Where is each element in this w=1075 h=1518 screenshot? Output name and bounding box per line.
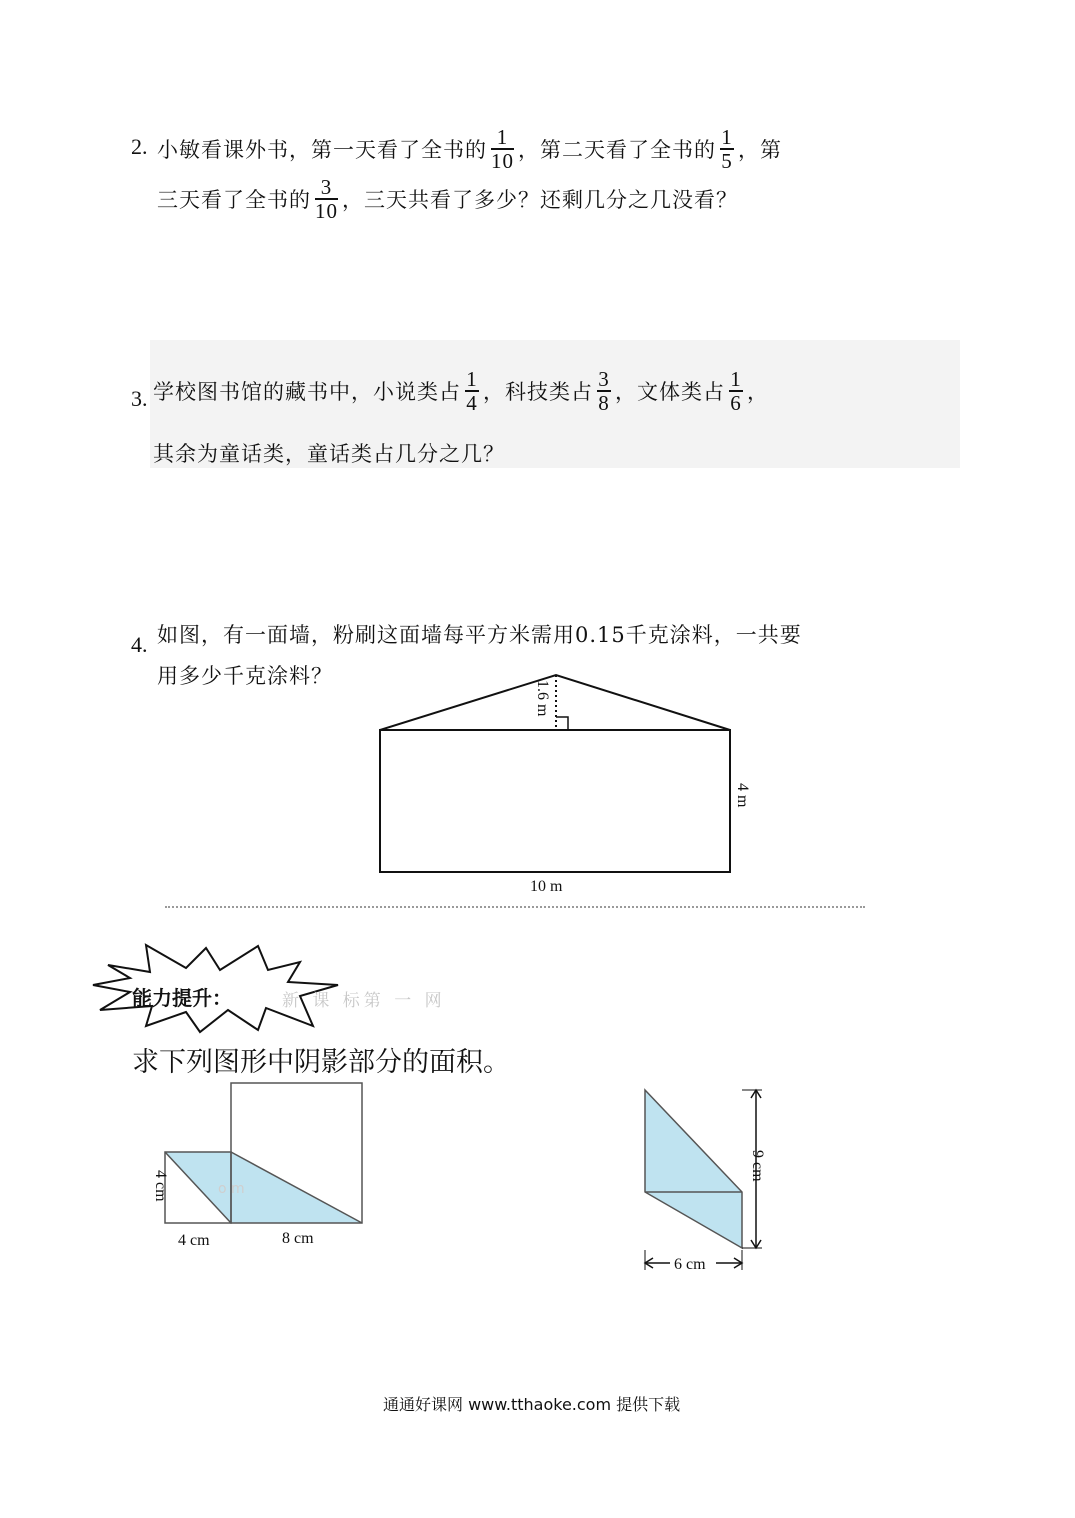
q3-frac3-den: 6 [730, 391, 742, 415]
q3-frac1-den: 4 [466, 391, 478, 415]
watermark-text: 新 课 标第 一 网 [282, 991, 446, 1011]
q2-frac3-den: 10 [315, 199, 338, 223]
q3-number: 3. [131, 386, 148, 411]
q3-text-1a: 学校图书馆的藏书中，小说类占 [153, 380, 461, 404]
q3-frac3-num: 1 [730, 367, 742, 391]
fig1-shaded-region [165, 1152, 362, 1223]
page-footer: 通通好课网 www.tthaoke.com 提供下载 [383, 1395, 681, 1414]
wall-bottom-label: 10 m [530, 878, 563, 895]
fig2-bottom-label: 6 cm [674, 1256, 706, 1273]
q3-fraction-2 [597, 368, 611, 414]
figure-1 [130, 1075, 380, 1255]
q2-frac3-num: 3 [320, 175, 333, 199]
q3-frac1-num: 1 [466, 367, 478, 391]
q2-fraction-3 [315, 176, 338, 222]
q2-line2 [157, 176, 738, 222]
fig2-right-label: 9 cm [749, 1150, 766, 1182]
q3-frac2-den: 8 [598, 391, 610, 415]
wall-side-label: 4 m [734, 783, 751, 808]
q4-line2: 用多少千克涂料？ [157, 664, 333, 688]
fig2-shaded-parallelogram [645, 1090, 742, 1248]
q2-text-1b: ，第二天看了全书的 [518, 138, 716, 162]
q3-fraction-3 [729, 368, 743, 414]
wall-rectangle [380, 730, 730, 872]
q3-fraction-1 [465, 368, 479, 414]
fig1-watermark: o m [218, 1181, 245, 1197]
fig1-left-label: 4 cm [152, 1170, 169, 1202]
q2-fraction-2 [720, 126, 734, 172]
q2-frac1-num: 1 [496, 125, 509, 149]
q2-text-1a: 小敏看课外书，第一天看了全书的 [157, 138, 487, 162]
wall-height-label: 1.6 m [534, 680, 551, 717]
scan-artifact-line [165, 906, 865, 910]
section-heading: 求下列图形中阴影部分的面积。 [132, 1047, 510, 1078]
q2-text-2a: 三天看了全书的 [157, 188, 311, 212]
q2-frac1-den: 10 [491, 149, 514, 173]
fig1-bottom-left-label: 4 cm [178, 1232, 210, 1249]
q2-text-2b: ，三天共看了多少？还剩几分之几没看？ [342, 188, 738, 212]
q3-text-1c: ，文体类占 [615, 380, 725, 404]
right-angle-mark [556, 717, 568, 730]
q2-fraction-1 [491, 126, 514, 172]
q2-frac2-den: 5 [721, 149, 733, 173]
q2-number: 2. [131, 134, 148, 159]
wall-figure [360, 665, 760, 900]
q3-text-1d: ， [747, 380, 769, 404]
q3-line1 [153, 368, 769, 414]
q2-frac2-num: 1 [721, 125, 733, 149]
figure-2 [630, 1080, 780, 1280]
q3-frac2-num: 3 [598, 367, 610, 391]
q3-line2: 其余为童话类，童话类占几分之几？ [153, 442, 505, 466]
q4-line1: 如图，有一面墙，粉刷这面墙每平方米需用0.15千克涂料，一共要 [157, 623, 802, 647]
ability-label: 能力提升： [132, 986, 232, 1010]
q4-number: 4. [131, 632, 148, 657]
q2-text-1c: ，第 [738, 138, 782, 162]
q3-text-1b: ，科技类占 [483, 380, 593, 404]
fig1-bottom-right-label: 8 cm [282, 1230, 314, 1247]
q2-line1 [157, 126, 782, 172]
